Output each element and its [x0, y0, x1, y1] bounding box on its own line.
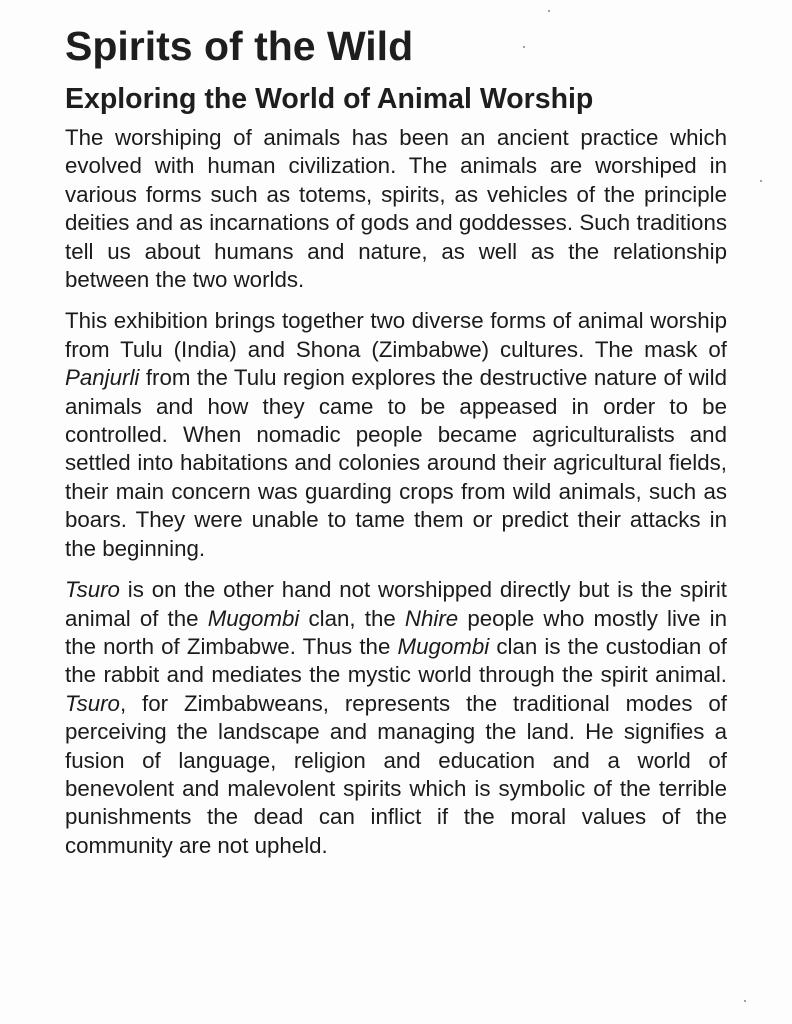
paragraph-text: from the Tulu region explores the destructive nature of wild animals and how they came to be appeased in order to be controlled. When nomadic people became agriculturalists and settled into habitations and colonies around their agricultural fields, their main concern was guarding crops from wild animals, such as boars. They were unable to tame them or predict their attacks in the beginning. — [65, 365, 727, 561]
paragraph-text: people who mostly live in the north of Zimbabwe. Thus the — [65, 605, 727, 659]
italic-term-mugombi: Mugombi — [397, 633, 490, 659]
italic-term-tsuro: Tsuro — [65, 577, 120, 603]
paragraph-text: , for Zimbabweans, represents the traditional modes of perceiving the landscape and managing the land. He signifies a fusion of language, religion and education and a world of benevolent and malevolent spirits which is symbolic of the terrible punishments the dead can inflict if the moral values of the community are not upheld. — [65, 690, 727, 858]
paragraph-tsuro — [65, 576, 727, 860]
paragraph-intro: The worshiping of animals has been an ancient practice which evolved with human civilization. The animals are worshiped in various forms such as totems, spirits, as vehicles of the principle deities and as incarnations of gods and goddesses. Such traditions tell us about humans and nature, as well as the relationship between the two worlds. — [65, 125, 727, 293]
italic-term-panjurli: Panjurli — [65, 365, 140, 391]
paragraph-text: clan is the custodian of the rabbit and mediates the mystic world through the spirit animal. — [65, 633, 727, 688]
scan-speck — [548, 10, 550, 12]
page-title: Spirits of the Wild — [65, 23, 414, 69]
italic-term-tsuro: Tsuro — [65, 690, 120, 716]
paragraph-text: This exhibition brings together two diverse forms of animal worship from Tulu (India) and Shona (Zimbabwe) cultures. The mask of — [65, 308, 727, 362]
italic-term-mugombi: Mugombi — [207, 605, 300, 631]
scan-speck — [760, 180, 762, 182]
paragraph-exhibition — [65, 307, 727, 563]
paragraph-text: is on the other hand not worshipped directly but is the spirit animal of the — [65, 577, 727, 631]
paragraph-text: clan, the — [299, 605, 405, 631]
document-page — [65, 22, 727, 860]
page-subtitle: Exploring the World of Animal Worship — [65, 83, 594, 115]
italic-term-nhire: Nhire — [404, 605, 459, 631]
scan-speck — [523, 46, 525, 48]
scan-speck — [744, 1000, 746, 1002]
